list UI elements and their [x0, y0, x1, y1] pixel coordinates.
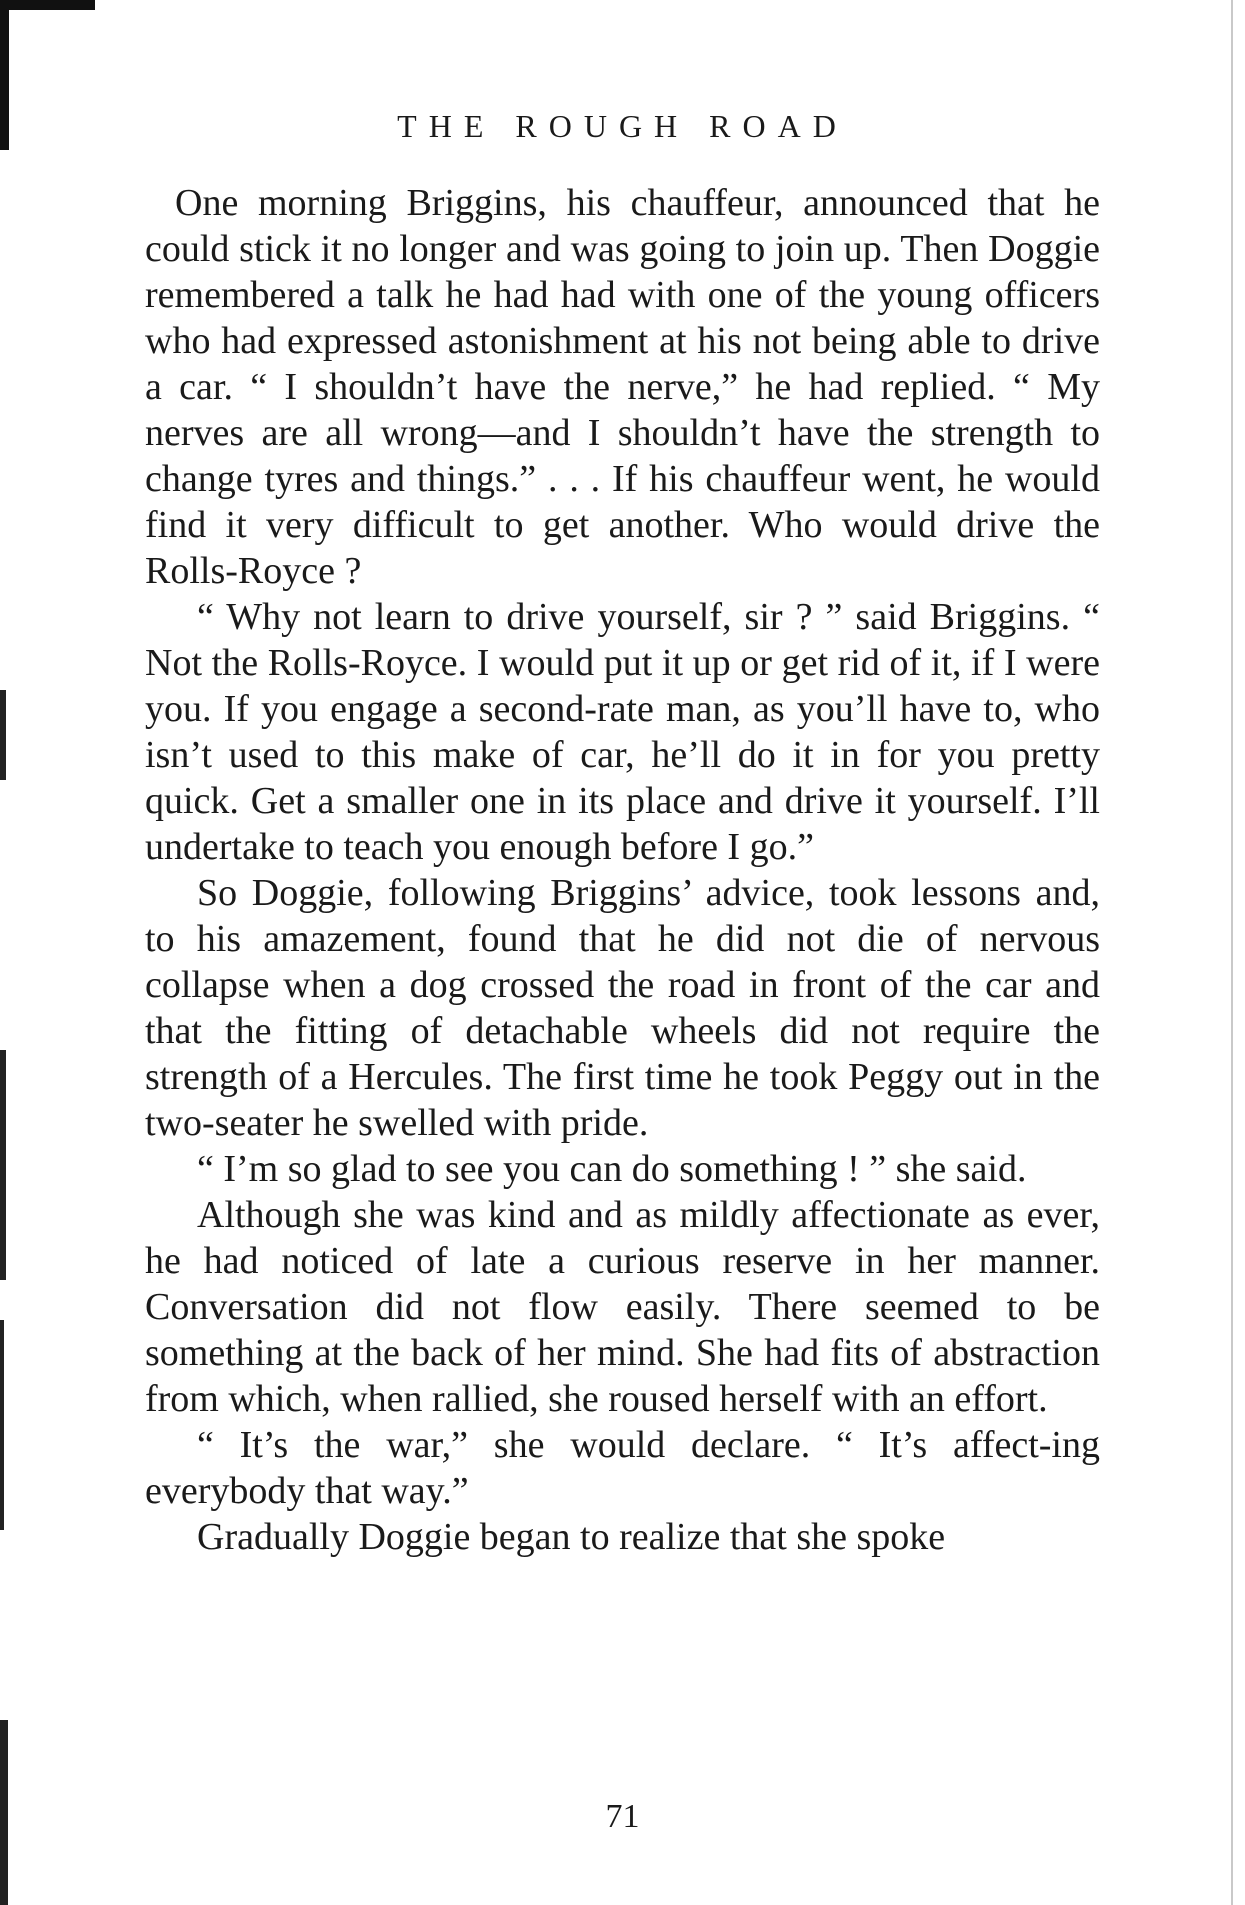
paragraph: Although she was kind and as mildly affectionate as ever, he had noticed of late a curious reserve in her manner. Conversation did not flow easily. There seemed to be something at the back of her mind. She had fits of abstraction from which, when rallied, she roused herself with an effort.	[145, 1194, 1100, 1420]
paragraph: So Doggie, following Briggins’ advice, took lessons and, to his amazement, found that he did not die of nervous collapse when a dog crossed the road in front of the car and that the fitting of detachable wheels did not require the strength of a Hercules. The first time he took Peggy out in the two-seater he swelled with pride.	[145, 872, 1100, 1144]
page-number: 71	[605, 1798, 640, 1835]
paragraph: One morning Briggins, his chauffeur, announced that he could stick it no longer and was going to join up. Then Doggie remembered a talk he had had with one of the young officers who had expressed astonishment at his not being able to drive a car. “ I shouldn’t have the nerve,” he had replied. “ My nerves are all wrong—and I shouldn’t have the strength to change tyres and things.” . . . If his chauffeur went, he would find it very difficult to get another. Who would drive the Rolls-Royce ?	[145, 182, 1100, 592]
paragraph: “ It’s the war,” she would declare. “ It’s affect-ing everybody that way.”	[145, 1424, 1100, 1512]
paragraph: “ Why not learn to drive yourself, sir ? ” said Briggins. “ Not the Rolls-Royce. I would put it up or get rid of it, if I were you. If you engage a second-rate man, as you’ll have to, who isn’t used to this make of car, he’ll do it in for you pretty quick. Get a smaller one in its place and drive it yourself. I’ll undertake to teach you enough before I go.”	[145, 596, 1100, 868]
running-head: THE ROUGH ROAD	[397, 108, 848, 144]
paragraph: Gradually Doggie began to realize that she spoke	[197, 1516, 946, 1558]
paragraph: “ I’m so glad to see you can do something ! ” she said.	[197, 1148, 1027, 1190]
body-text	[145, 180, 1100, 1560]
scan-edge-mark	[0, 690, 6, 780]
scan-corner-mark	[0, 0, 95, 10]
page-edge-rule	[1231, 0, 1233, 1905]
scan-edge-mark	[0, 1050, 6, 1280]
scan-edge-mark	[0, 1320, 4, 1530]
